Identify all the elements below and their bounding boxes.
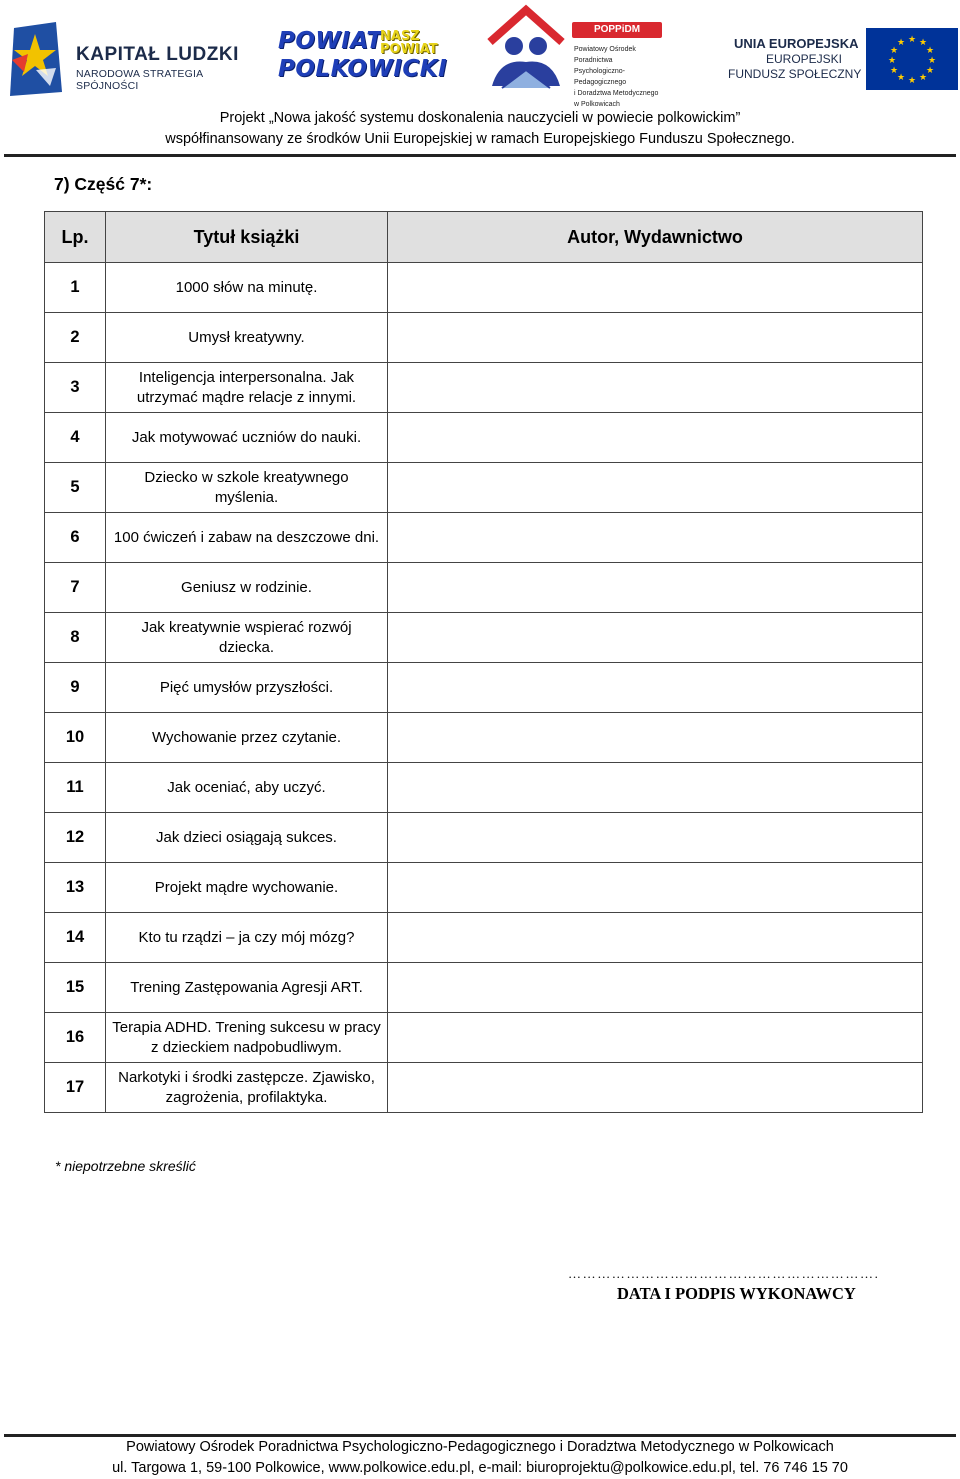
logo-powiat-polkowicki [278, 28, 448, 88]
table-row [45, 713, 923, 763]
row-number: 3 [45, 363, 106, 413]
footnote: * niepotrzebne skreślić [55, 1158, 196, 1174]
svg-text:★: ★ [907, 76, 917, 86]
row-number: 17 [45, 1063, 106, 1113]
poppidm-sub-line: Psychologiczno-Pedagogicznego [574, 68, 627, 86]
kapital-ludzki-subtitle: NARODOWA STRATEGIA SPÓJNOŚCI [76, 68, 203, 92]
row-book-title: Wychowanie przez czytanie. [106, 713, 388, 763]
row-author-publisher [388, 613, 923, 663]
table-row [45, 863, 923, 913]
row-author-publisher [388, 663, 923, 713]
eu-flag-icon [866, 28, 958, 90]
ue-line1: UNIA EUROPEJSKA [734, 36, 859, 51]
row-author-publisher [388, 463, 923, 513]
row-author-publisher [388, 813, 923, 863]
row-number: 8 [45, 613, 106, 663]
row-book-title: Jak dzieci osiągają sukces. [106, 813, 388, 863]
poppidm-emblem-icon [480, 2, 572, 92]
logo-kapital-ludzki [6, 14, 246, 100]
svg-text:★: ★ [918, 73, 928, 83]
section-title: 7) Część 7*: [54, 174, 153, 194]
table-row [45, 663, 923, 713]
row-author-publisher [388, 563, 923, 613]
kapital-ludzki-title: KAPITAŁ LUDZKI [76, 44, 239, 65]
row-author-publisher [388, 363, 923, 413]
header-lp: Lp. [45, 212, 106, 263]
row-author-publisher [388, 1013, 923, 1063]
row-book-title: Jak kreatywnie wspierać rozwój dziecka. [106, 613, 388, 663]
row-number: 5 [45, 463, 106, 513]
row-number: 10 [45, 713, 106, 763]
row-number: 12 [45, 813, 106, 863]
header-title: Tytuł książki [106, 212, 388, 263]
row-author-publisher [388, 263, 923, 313]
footer-institution: Powiatowy Ośrodek Poradnictwa Psychologiczno-Pedagogicznego i Doradztwa Metodycznego w Polkowicach [126, 1439, 834, 1455]
books-table-body [45, 263, 923, 1113]
table-row [45, 263, 923, 313]
row-book-title: Geniusz w rodzinie. [106, 563, 388, 613]
row-book-title: Terapia ADHD. Trening sukcesu w pracy z dzieckiem nadpobudliwym. [106, 1013, 388, 1063]
powiat-line1: POWIAT [278, 28, 383, 54]
svg-text:★: ★ [889, 66, 899, 76]
svg-text:★: ★ [889, 46, 899, 56]
signature-line: ………………………………………………………. [568, 1266, 880, 1281]
row-author-publisher [388, 713, 923, 763]
table-row [45, 563, 923, 613]
row-book-title: Jak oceniać, aby uczyć. [106, 763, 388, 813]
svg-text:★: ★ [918, 38, 928, 48]
poppidm-sub-line: w Polkowicach [574, 101, 620, 108]
row-book-title: Kto tu rządzi – ja czy mój mózg? [106, 913, 388, 963]
svg-text:★: ★ [896, 73, 906, 83]
table-row [45, 763, 923, 813]
logo-unia-europejska [724, 28, 960, 92]
row-number: 9 [45, 663, 106, 713]
svg-text:★: ★ [907, 35, 917, 45]
table-header-row [45, 212, 923, 263]
row-number: 6 [45, 513, 106, 563]
row-book-title: Jak motywować uczniów do nauki. [106, 413, 388, 463]
svg-text:★: ★ [927, 56, 937, 66]
logo-poppidm [480, 2, 676, 108]
row-book-title: 100 ćwiczeń i zabaw na deszczowe dni. [106, 513, 388, 563]
row-author-publisher [388, 1063, 923, 1113]
footer-divider [4, 1434, 956, 1437]
row-number: 15 [45, 963, 106, 1013]
row-number: 13 [45, 863, 106, 913]
powiat-tag: NASZ POWIAT [380, 29, 438, 57]
table-row [45, 813, 923, 863]
row-number: 4 [45, 413, 106, 463]
table-row [45, 513, 923, 563]
row-author-publisher [388, 963, 923, 1013]
poppidm-sub-line: i Doradztwa Metodycznego [574, 90, 659, 97]
svg-text:★: ★ [896, 38, 906, 48]
project-title: Projekt „Nowa jakość systemu doskonalenia nauczycieli w powiecie polkowickim” [219, 110, 741, 126]
table-row [45, 613, 923, 663]
poppidm-subtitle [574, 44, 676, 110]
table-row [45, 313, 923, 363]
powiat-line2: POLKOWICKI [278, 56, 448, 82]
row-number: 1 [45, 263, 106, 313]
row-author-publisher [388, 413, 923, 463]
table-row [45, 413, 923, 463]
project-cofinancing: współfinansowany ze środków Unii Europejskiej w ramach Europejskiego Funduszu Społecznego. [165, 131, 795, 147]
row-author-publisher [388, 913, 923, 963]
ue-line2: EUROPEJSKI [766, 52, 843, 66]
svg-text:★: ★ [887, 56, 897, 66]
books-table [44, 211, 923, 1113]
row-author-publisher [388, 863, 923, 913]
row-number: 7 [45, 563, 106, 613]
row-book-title: Inteligencja interpersonalna. Jak utrzymać mądre relacje z innymi. [106, 363, 388, 413]
header-divider [4, 154, 956, 157]
row-book-title: Dziecko w szkole kreatywnego myślenia. [106, 463, 388, 513]
row-book-title: Trening Zastępowania Agresji ART. [106, 963, 388, 1013]
table-row [45, 913, 923, 963]
row-book-title: Narkotyki i środki zastępcze. Zjawisko, zagrożenia, profilaktyka. [106, 1063, 388, 1113]
row-number: 16 [45, 1013, 106, 1063]
footer-contact: ul. Targowa 1, 59-100 Polkowice, www.polkowice.edu.pl, e-mail: biuroprojektu@polkowice.edu.pl, tel. 76 746 15 70 [112, 1460, 848, 1476]
row-author-publisher [388, 513, 923, 563]
row-author-publisher [388, 763, 923, 813]
table-row [45, 463, 923, 513]
signature-label: DATA I PODPIS WYKONAWCY [617, 1284, 856, 1303]
table-row [45, 1063, 923, 1113]
table-row [45, 363, 923, 413]
row-number: 2 [45, 313, 106, 363]
row-number: 11 [45, 763, 106, 813]
poppidm-sub-line: Powiatowy Ośrodek Poradnictwa [574, 46, 636, 64]
row-book-title: Pięć umysłów przyszłości. [106, 663, 388, 713]
header-author: Autor, Wydawnictwo [388, 212, 923, 263]
svg-text:★: ★ [925, 46, 935, 56]
row-book-title: Umysł kreatywny. [106, 313, 388, 363]
poppidm-name: POPPiDM [572, 22, 662, 38]
svg-text:★: ★ [925, 66, 935, 76]
table-row [45, 1013, 923, 1063]
row-number: 14 [45, 913, 106, 963]
row-author-publisher [388, 313, 923, 363]
table-row [45, 963, 923, 1013]
ue-line3: FUNDUSZ SPOŁECZNY [728, 67, 862, 81]
kapital-ludzki-star-icon [6, 20, 64, 98]
row-book-title: 1000 słów na minutę. [106, 263, 388, 313]
row-book-title: Projekt mądre wychowanie. [106, 863, 388, 913]
